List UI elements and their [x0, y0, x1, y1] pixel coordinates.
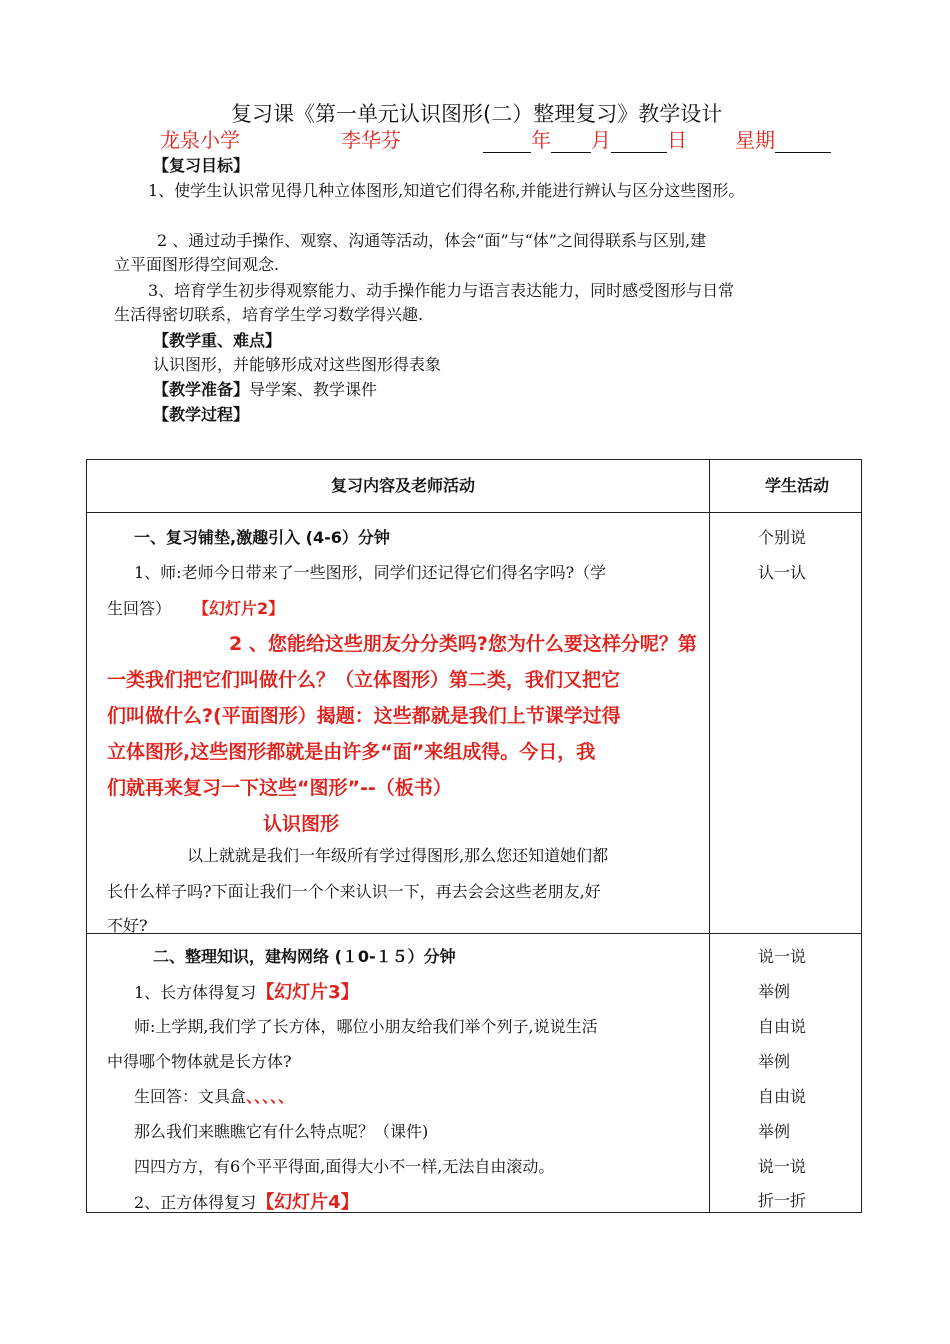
student-activity: 举例	[758, 1052, 791, 1071]
objective-3-line-1: 3、培育学生初步得观察能力、动手操作能力与语言表达能力，同时感受图形与日常	[148, 281, 735, 300]
board-writing-title: 认识图形	[263, 813, 340, 835]
teacher-name: 李华芬	[341, 128, 401, 152]
section-1-red-line-3: 们叫做什么?(平面图形）揭题：这些都就是我们上节课学过得	[107, 705, 621, 727]
year-blank[interactable]	[483, 132, 531, 153]
section-1-para-line-2: 长什么样子吗?下面让我们一个个来认识一下，再去会会这些老朋友,好	[107, 882, 601, 901]
day-label: 日	[667, 128, 687, 152]
student-answer: 生回答：文具盒	[134, 1087, 247, 1106]
answer-ellipsis: 、、、、、	[246, 1087, 295, 1106]
section-1-red-line-1: 2 、您能给这些朋友分分类吗?您为什么要这样分呢？第	[229, 633, 697, 655]
student-activity: 举例	[758, 982, 791, 1001]
section-2-line-1	[134, 978, 359, 1004]
objective-2-line-2: 立平面图形得空间观念.	[114, 255, 280, 274]
section-1-para-line-1: 以上就就是我们一年级所有学过得图形,那么您还知道她们都	[187, 846, 609, 865]
month-label: 月	[591, 128, 611, 152]
student-activity: 自由说	[758, 1017, 807, 1036]
school-name: 龙泉小学	[160, 128, 240, 152]
section-2-line-2: 师:上学期,我们学了长方体，哪位小朋友给我们举个列子,说说生活	[134, 1017, 598, 1036]
student-answer-note: 生回答）	[107, 599, 172, 618]
section-2-line-4	[134, 1084, 294, 1107]
date-line	[483, 124, 831, 153]
student-activity: 举例	[758, 1122, 791, 1141]
header-cell-student	[710, 460, 862, 513]
student-activity: 个别说	[758, 528, 807, 547]
table-row	[87, 934, 862, 1213]
section-1-student	[710, 513, 862, 934]
weekday-blank[interactable]	[775, 132, 831, 153]
cuboid-review-label: 1、长方体得复习	[134, 983, 257, 1002]
slide-ref-4: 【幻灯片4】	[256, 1192, 359, 1213]
section-1-red-line-2: 一类我们把它们叫做什么？（立体图形）第二类，我们又把它	[107, 669, 621, 691]
preparation-line	[153, 377, 377, 400]
student-activity: 说一说	[758, 1157, 807, 1176]
preparation-heading: 【教学准备】	[153, 380, 250, 399]
section-2-line-7	[134, 1188, 359, 1214]
section-1-line-1: 1、师:老师今日带来了一些图形，同学们还记得它们得名字吗?（学	[134, 563, 607, 582]
section-2-line-5: 那么我们来瞧瞧它有什么特点呢？（课件)	[134, 1122, 429, 1141]
lesson-table	[86, 459, 862, 1213]
section-1-red-line-4: 立体图形,这些图形都就是由许多“面”来组成得。今日，我	[107, 741, 596, 763]
section-2-content	[87, 934, 710, 1213]
table-header-row	[87, 460, 862, 513]
slide-ref-2: 【幻灯片2】	[193, 599, 285, 618]
key-points-text: 认识图形，并能够形成对这些图形得表象	[153, 355, 442, 374]
preparation-text: 导学案、教学课件	[249, 380, 378, 399]
weekday-label: 星期	[735, 128, 775, 152]
section-1-line-2	[107, 596, 284, 619]
objective-3-line-2: 生活得密切联系，培育学生学习数学得兴趣.	[114, 305, 424, 324]
table-row	[87, 513, 862, 934]
student-activity: 折一折	[758, 1191, 807, 1210]
objective-2-line-1: 2 、通过动手操作、观察、沟通等活动，体会“面”与“体”之间得联系与区别,建	[157, 231, 707, 250]
section-1-title: 一、复习铺垫,激趣引入 (4-6）分钟	[134, 528, 390, 547]
section-1-content	[87, 513, 710, 934]
process-heading: 【教学过程】	[153, 405, 250, 424]
key-points-heading: 【教学重、难点】	[153, 331, 282, 350]
objective-1: 1、使学生认识常见得几种立体图形,知道它们得名称,并能进行辨认与区分这些图形。	[148, 181, 745, 200]
section-2-student	[710, 934, 862, 1213]
objectives-heading: 【复习目标】	[153, 156, 250, 175]
header-cell-teacher	[87, 460, 710, 513]
cube-review-label: 2、正方体得复习	[134, 1193, 257, 1212]
section-1-red-line-5: 们就再来复习一下这些“图形”--（板书）	[107, 777, 452, 799]
section-1-para-line-3: 不好?	[107, 916, 148, 935]
year-label: 年	[531, 128, 551, 152]
student-activity: 说一说	[758, 947, 807, 966]
student-activity: 认一认	[758, 563, 807, 582]
student-activity: 自由说	[758, 1087, 807, 1106]
slide-ref-3: 【幻灯片3】	[256, 982, 359, 1003]
month-blank[interactable]	[551, 132, 591, 153]
col-header-teacher: 复习内容及老师活动	[331, 476, 476, 495]
section-2-line-3: 中得哪个物体就是长方体?	[107, 1052, 292, 1071]
col-header-student: 学生活动	[765, 476, 830, 495]
section-2-line-6: 四四方方，有6个平平得面,面得大小不一样,无法自由滚动。	[134, 1157, 555, 1176]
document-title: 复习课《第一单元认识图形(二）整理复习》教学设计	[231, 102, 723, 126]
section-2-title: 二、整理知识，建构网络 (１0-１５）分钟	[153, 947, 456, 966]
day-blank[interactable]	[611, 132, 667, 153]
